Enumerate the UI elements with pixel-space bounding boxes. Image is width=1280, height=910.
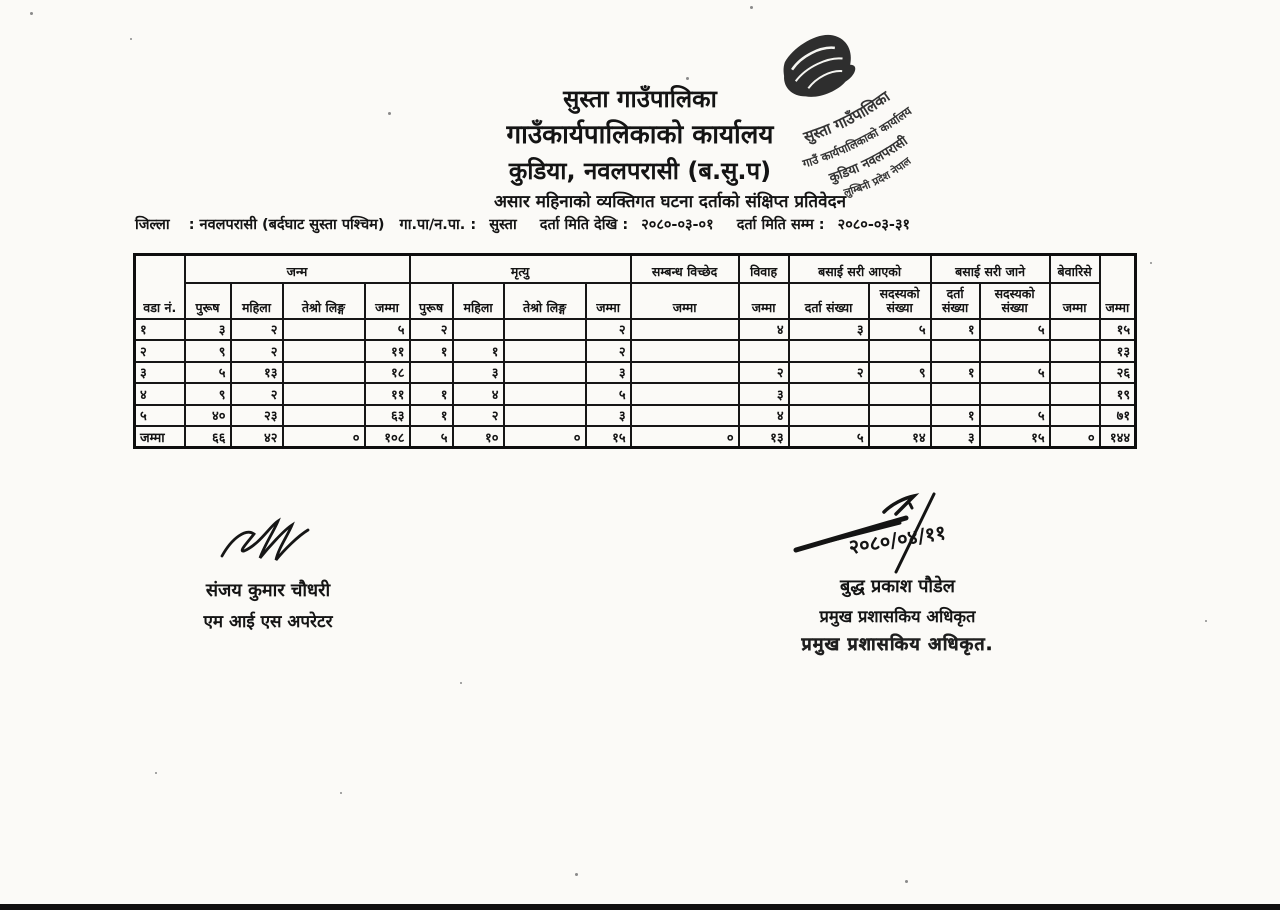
scan-speck [575, 873, 578, 876]
value-cell [631, 405, 739, 427]
date-to-value: २०८०-०३-३१ [837, 217, 911, 233]
value-cell: १०८ [365, 426, 410, 448]
value-cell: १ [931, 362, 980, 384]
ward-col-header: वडा नं. [135, 255, 185, 319]
value-cell: ५ [980, 405, 1050, 427]
value-cell: १४ [869, 426, 931, 448]
scan-speck [130, 38, 132, 40]
report-title: असार महिनाको व्यक्तिगत घटना दर्ताको संक्षिप्त प्रतिवेदन [493, 192, 847, 212]
group-migration-in: बसाई सरी आएको [789, 255, 931, 283]
value-cell: १ [453, 340, 504, 362]
value-cell: ७१ [1100, 405, 1136, 427]
value-cell: १ [931, 405, 980, 427]
district-label: जिल्ला [135, 217, 170, 233]
value-cell [789, 383, 869, 405]
table-row [135, 426, 1136, 448]
value-cell [283, 340, 365, 362]
value-cell: ५ [789, 426, 869, 448]
value-cell: २ [231, 319, 283, 341]
scan-edge-bar [0, 904, 1280, 910]
seal-line-2: गाउँ कार्यपालिकाको कार्यालय [800, 103, 915, 171]
report-meta-line [135, 214, 1135, 234]
col-birth-male: पुरूष [185, 283, 231, 319]
value-cell [1050, 319, 1100, 341]
col-birth-total: जम्मा [365, 283, 410, 319]
value-cell [453, 319, 504, 341]
value-cell: ६६ [185, 426, 231, 448]
officer-role: प्रमुख प्रशासकिय अधिकृत [819, 607, 976, 626]
value-cell: ९ [185, 340, 231, 362]
value-cell: ३ [185, 319, 231, 341]
ward-cell: १ [135, 319, 185, 341]
col-migin-members: सदस्यको संख्या [869, 283, 931, 319]
grand-total-header: जम्मा [1100, 255, 1136, 319]
group-marriage: विवाह [739, 255, 789, 283]
value-cell: १८ [365, 362, 410, 384]
value-cell: ० [283, 426, 365, 448]
value-cell: ४२ [231, 426, 283, 448]
value-cell: १५ [1100, 319, 1136, 341]
value-cell [504, 319, 586, 341]
header-row-subcolumns [135, 283, 1136, 319]
ward-cell: ३ [135, 362, 185, 384]
value-cell: १३ [231, 362, 283, 384]
seal-emblem [772, 28, 863, 109]
value-cell [980, 383, 1050, 405]
value-cell: ११ [365, 383, 410, 405]
value-cell [931, 383, 980, 405]
municipality-name: सुस्ता गाउँपालिका [563, 85, 717, 113]
value-cell: ५ [980, 362, 1050, 384]
value-cell [1050, 362, 1100, 384]
value-cell: १ [410, 405, 453, 427]
value-cell [631, 383, 739, 405]
group-migration-out: बसाई सरी जाने [931, 255, 1050, 283]
value-cell: १३ [739, 426, 789, 448]
table-body [135, 319, 1136, 448]
value-cell: ६३ [365, 405, 410, 427]
value-cell: २ [453, 405, 504, 427]
value-cell [1050, 383, 1100, 405]
operator-signature-block [183, 516, 353, 632]
value-cell: २ [586, 319, 631, 341]
scan-speck [388, 112, 391, 115]
value-cell: २ [231, 340, 283, 362]
scan-speck [340, 792, 342, 794]
date-from-value: २०८०-०३-०१ [641, 217, 714, 233]
value-cell [410, 362, 453, 384]
value-cell: ० [504, 426, 586, 448]
scan-speck [30, 12, 33, 15]
value-cell: २६ [1100, 362, 1136, 384]
value-cell: २ [586, 340, 631, 362]
scan-speck [460, 682, 462, 684]
value-cell: ४ [739, 405, 789, 427]
table-row [135, 383, 1136, 405]
value-cell: १५ [586, 426, 631, 448]
col-divorce-total: जम्मा [631, 283, 739, 319]
scan-speck [686, 77, 689, 80]
group-divorce: सम्बन्ध विच्छेद [631, 255, 739, 283]
table-row [135, 362, 1136, 384]
operator-signature-scribble [208, 516, 328, 568]
value-cell [869, 405, 931, 427]
value-cell [283, 405, 365, 427]
value-cell: ४ [453, 383, 504, 405]
col-death-male: पुरूष [410, 283, 453, 319]
ward-cell: ५ [135, 405, 185, 427]
value-cell: ३ [789, 319, 869, 341]
value-cell [283, 362, 365, 384]
group-death: मृत्यु [410, 255, 631, 283]
value-cell: २ [410, 319, 453, 341]
value-cell: १ [410, 340, 453, 362]
value-cell: ५ [410, 426, 453, 448]
officer-handwritten-date: २०८०/०४/११ [846, 519, 947, 559]
officer-signature-block [780, 492, 1015, 656]
date-to-label: दर्ता मिति सम्म : [736, 217, 825, 233]
value-cell [869, 340, 931, 362]
palika-label: गा.पा/न.पा. : [399, 217, 477, 233]
office-seal-stamp [722, 28, 972, 208]
value-cell: ५ [185, 362, 231, 384]
palika-value: सुस्ता [489, 217, 517, 233]
value-cell: ३ [586, 362, 631, 384]
officer-name: बुद्ध प्रकाश पौडेल [840, 576, 955, 597]
value-cell: ० [1050, 426, 1100, 448]
value-cell: १० [453, 426, 504, 448]
value-cell: ३ [586, 405, 631, 427]
ward-cell: २ [135, 340, 185, 362]
value-cell: १५ [980, 426, 1050, 448]
col-migin-registrations: दर्ता संख्या [789, 283, 869, 319]
value-cell [739, 340, 789, 362]
value-cell: ३ [453, 362, 504, 384]
scan-speck [750, 6, 753, 9]
col-death-third-gender: तेश्रो लिङ्ग [504, 283, 586, 319]
value-cell [283, 319, 365, 341]
value-cell [1050, 340, 1100, 362]
scan-speck [1150, 262, 1152, 264]
value-cell [631, 319, 739, 341]
value-cell: ९ [869, 362, 931, 384]
value-cell [869, 383, 931, 405]
vital-events-table [133, 253, 1137, 449]
value-cell: २ [739, 362, 789, 384]
value-cell: १३ [1100, 340, 1136, 362]
col-unclaimed-total: जम्मा [1050, 283, 1100, 319]
value-cell [789, 340, 869, 362]
value-cell: १४४ [1100, 426, 1136, 448]
scan-speck [155, 772, 157, 774]
value-cell [789, 405, 869, 427]
table-row [135, 405, 1136, 427]
table-row [135, 319, 1136, 341]
value-cell [631, 340, 739, 362]
value-cell: ३ [739, 383, 789, 405]
value-cell [631, 362, 739, 384]
header-row-groups [135, 255, 1136, 283]
group-birth: जन्म [185, 255, 410, 283]
value-cell: ११ [365, 340, 410, 362]
value-cell: २ [789, 362, 869, 384]
value-cell: ० [631, 426, 739, 448]
value-cell: २ [231, 383, 283, 405]
operator-role: एम आई एस अपरेटर [203, 612, 333, 632]
seal-line-3: कुडिया नवलपरासी [827, 133, 911, 187]
value-cell: ५ [980, 319, 1050, 341]
value-cell: ५ [586, 383, 631, 405]
scan-speck [905, 880, 908, 883]
ward-cell: जम्मा [135, 426, 185, 448]
value-cell: १ [931, 319, 980, 341]
value-cell: ४० [185, 405, 231, 427]
col-death-female: महिला [453, 283, 504, 319]
scan-speck [1205, 620, 1207, 622]
col-migout-members: सदस्यको संख्या [980, 283, 1050, 319]
operator-name: संजय कुमार चौधरी [205, 580, 331, 601]
col-birth-female: महिला [231, 283, 283, 319]
table-row [135, 340, 1136, 362]
ward-cell: ४ [135, 383, 185, 405]
district-value: : नवलपरासी (बर्दघाट सुस्ता पश्चिम) [188, 217, 385, 233]
value-cell [283, 383, 365, 405]
col-birth-third-gender: तेश्रो लिङ्ग [283, 283, 365, 319]
value-cell [504, 362, 586, 384]
group-unclaimed: बेवारिसे [1050, 255, 1100, 283]
office-address: कुडिया, नवलपरासी (ब.सु.प) [508, 157, 772, 186]
officer-signature-scribble [788, 492, 1008, 574]
value-cell [504, 405, 586, 427]
value-cell [1050, 405, 1100, 427]
value-cell [980, 340, 1050, 362]
value-cell [504, 383, 586, 405]
seal-line-4: लुम्बिनी प्रदेश नेपाल [842, 155, 914, 200]
value-cell: ३ [931, 426, 980, 448]
value-cell: १ [410, 383, 453, 405]
seal-line-1: सुस्ता गाउँपालिका [801, 87, 894, 147]
value-cell: ९ [185, 383, 231, 405]
officer-role-stamp: प्रमुख प्रशासकिय अधिकृत. [801, 634, 994, 655]
value-cell: ४ [739, 319, 789, 341]
value-cell [931, 340, 980, 362]
col-death-total: जम्मा [586, 283, 631, 319]
date-from-label: दर्ता मिति देखि : [539, 217, 629, 233]
col-migout-registrations: दर्ता संख्या [931, 283, 980, 319]
office-name: गाउँकार्यपालिकाको कार्यालय [506, 119, 774, 150]
value-cell: ५ [365, 319, 410, 341]
value-cell: ५ [869, 319, 931, 341]
col-marriage-total: जम्मा [739, 283, 789, 319]
value-cell [504, 340, 586, 362]
value-cell: २३ [231, 405, 283, 427]
value-cell: १९ [1100, 383, 1136, 405]
